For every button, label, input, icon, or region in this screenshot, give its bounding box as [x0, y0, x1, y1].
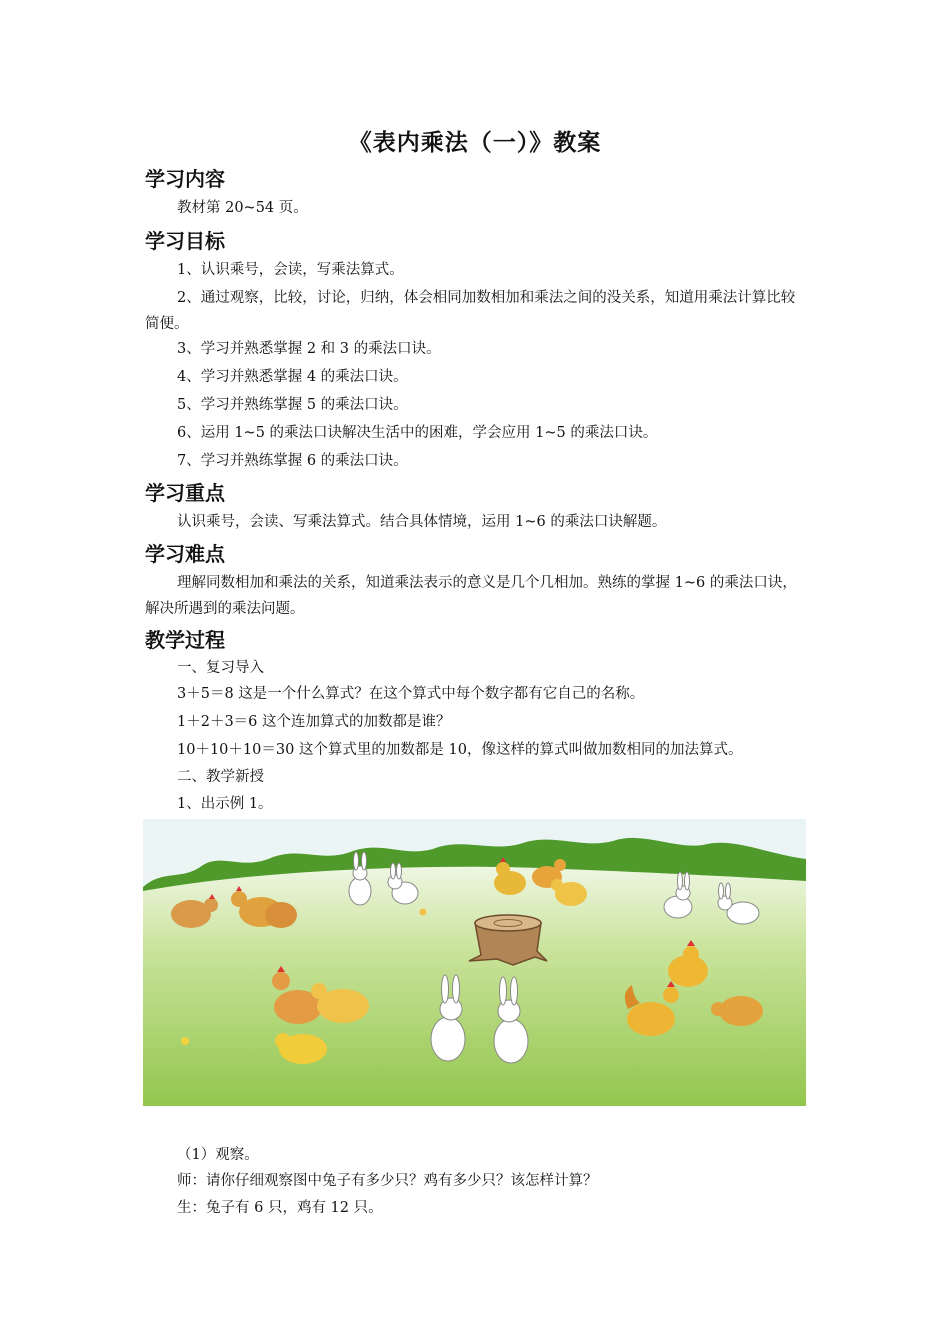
- goal-item: 3、学习并熟悉掌握 2 和 3 的乘法口诀。: [177, 341, 441, 357]
- heading-difficulty: 学习难点: [145, 542, 225, 566]
- process-line: 生：兔子有 6 只，鸡有 12 只。: [177, 1200, 383, 1216]
- flower-icon: [181, 1037, 189, 1045]
- heading-content: 学习内容: [145, 167, 225, 191]
- process-line: 师：请你仔细观察图中兔子有多少只？鸡有多少只？该怎样计算？: [177, 1173, 598, 1189]
- goal-item: 2、通过观察，比较，讨论，归纳，体会相同加数相加和乘法之间的没关系，知道用乘法计算比较简便。: [145, 290, 796, 332]
- focus-text: 认识乘号，会读、写乘法算式。结合具体情境，运用 1~6 的乘法口诀解题。: [177, 514, 667, 530]
- difficulty-text: 理解同数相加和乘法的关系，知道乘法表示的意义是几个几相加。熟练的掌握 1~6 的乘法口诀，解决所遇到的乘法问题。: [145, 575, 797, 617]
- content-text: 教材第 20~54 页。: [177, 200, 308, 216]
- process-line: 1、出示例 1。: [177, 796, 273, 812]
- document-title: 《表内乘法（一）》教案: [348, 130, 602, 156]
- process-line: （1）观察。: [177, 1147, 259, 1163]
- goal-item: 1、认识乘号，会读，写乘法算式。: [177, 262, 404, 278]
- process-line: 一、复习导入: [177, 660, 264, 676]
- heading-goals: 学习目标: [145, 229, 225, 253]
- heading-process: 教学过程: [145, 628, 225, 652]
- goal-item: 7、学习并熟练掌握 6 的乘法口诀。: [177, 453, 408, 469]
- goal-item: 6、运用 1~5 的乘法口诀解决生活中的困难，学会应用 1~5 的乘法口诀。: [177, 425, 658, 441]
- process-line: 10＋10＋10＝30 这个算式里的加数都是 10，像这样的算式叫做加数相同的加法算式。: [177, 742, 743, 758]
- goal-item: 4、学习并熟悉掌握 4 的乘法口诀。: [177, 369, 408, 385]
- example-illustration: [143, 819, 806, 1106]
- process-line: 1＋2＋3＝6 这个连加算式的加数都是谁？: [177, 714, 451, 730]
- flower-icon: [420, 909, 427, 916]
- hen-icon: [265, 902, 297, 928]
- process-line: 3＋5＝8 这是一个什么算式？在这个算式中每个数字都有它自己的名称。: [177, 686, 645, 702]
- goal-item: 5、学习并熟练掌握 5 的乘法口诀。: [177, 397, 408, 413]
- process-line: 二、教学新授: [177, 769, 264, 785]
- heading-focus: 学习重点: [145, 481, 225, 505]
- tree-stump: [469, 915, 547, 965]
